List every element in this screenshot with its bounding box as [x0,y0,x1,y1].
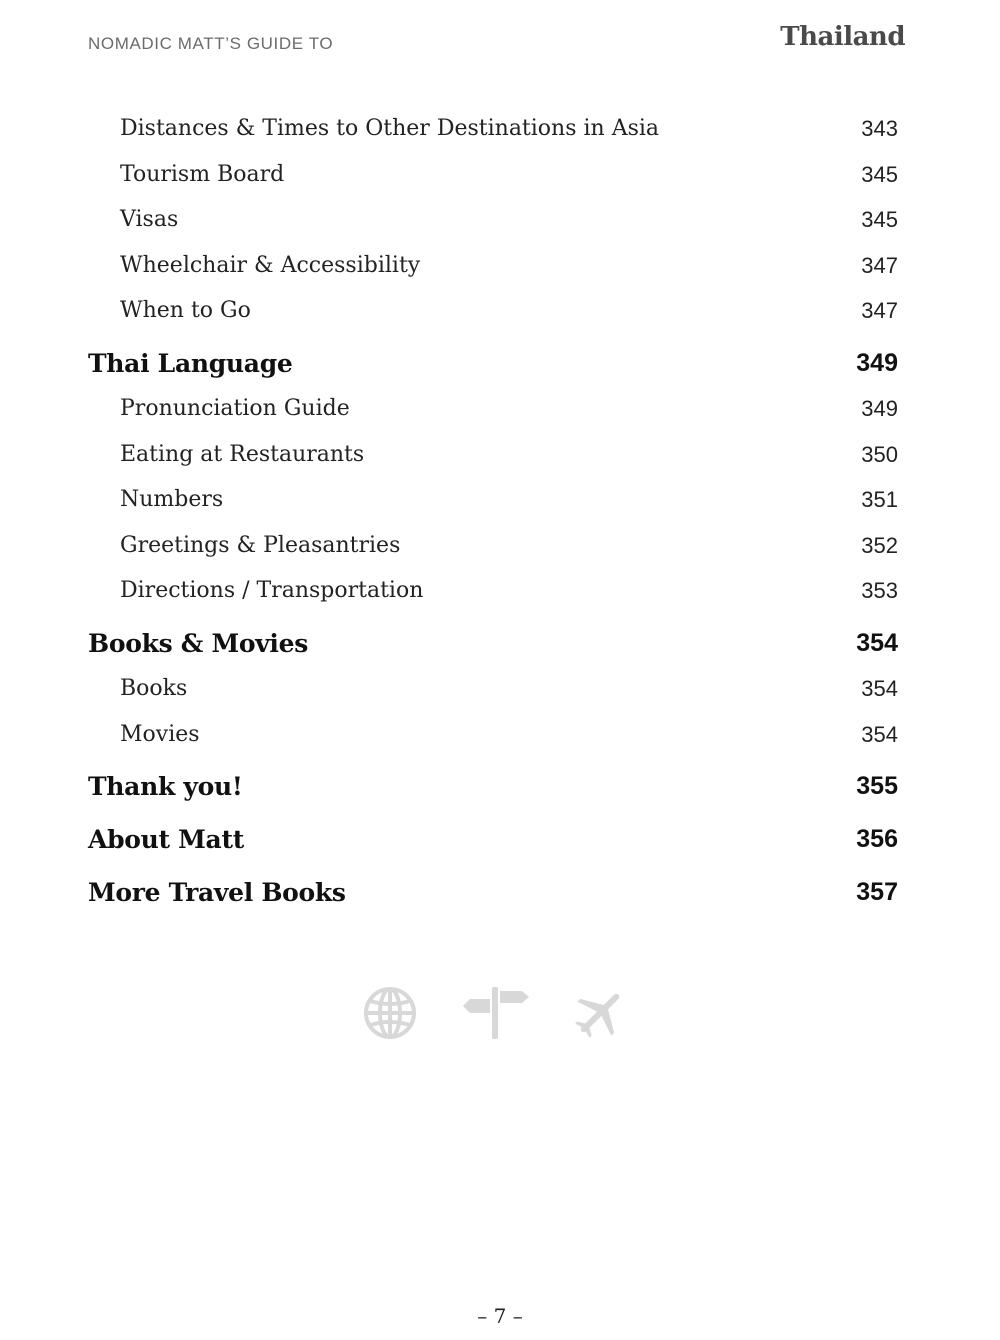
toc-entry-page: 347 [861,253,898,278]
toc-entry-page: 354 [861,676,898,701]
toc-entry-title: Distances & Times to Other Destinations in Asia [120,116,660,141]
toc-entry-page: 353 [861,578,898,603]
toc-entry[interactable] [0,349,1000,389]
toc-entry-title: Books [120,676,188,701]
toc-entry-page: 354 [861,722,898,747]
toc-entry[interactable] [0,578,1000,618]
decorative-icon-row [360,985,630,1045]
toc-entry[interactable] [0,207,1000,247]
toc-entry[interactable] [0,878,1000,918]
toc-entry[interactable] [0,629,1000,669]
toc-entry[interactable] [0,162,1000,202]
toc-entry-title: Visas [120,207,179,232]
toc-entry-title: Wheelchair & Accessibility [120,253,421,278]
toc-entry-page: 352 [861,533,898,558]
airplane-icon [572,985,628,1045]
toc-entry-title: Thai Language [88,349,293,378]
toc-entry-page: 347 [861,298,898,323]
running-header-destination: Thailand [780,22,905,52]
toc-entry-page: 351 [861,487,898,512]
toc-entry-page: 354 [856,629,898,657]
toc-entry[interactable] [0,533,1000,573]
page-number: – 7 – [477,1304,523,1328]
toc-entry-title: More Travel Books [88,878,346,907]
toc-entry-title: Pronunciation Guide [120,396,350,421]
toc-entry[interactable] [0,772,1000,812]
toc-entry[interactable] [0,722,1000,762]
toc-entry-page: 343 [861,116,898,141]
toc-entry-title: Directions / Transportation [120,578,424,603]
toc-entry[interactable] [0,487,1000,527]
toc-entry[interactable] [0,442,1000,482]
toc-entry[interactable] [0,253,1000,293]
toc-entry[interactable] [0,825,1000,865]
toc-entry-page: 355 [856,772,898,800]
toc-entry[interactable] [0,676,1000,716]
signpost-icon [460,985,532,1045]
toc-entry-title: Tourism Board [120,162,285,187]
toc-entry-title: Greetings & Pleasantries [120,533,401,558]
toc-entry-page: 345 [861,207,898,232]
running-header-title: NOMADIC MATT’S GUIDE TO [88,34,334,53]
toc-entry-page: 345 [861,162,898,187]
toc-entry-title: Thank you! [88,772,243,801]
toc-entry-page: 357 [856,878,898,906]
globe-icon [362,985,418,1045]
toc-entry-title: About Matt [88,825,244,854]
toc-entry-page: 350 [861,442,898,467]
toc-entry[interactable] [0,298,1000,338]
toc-entry[interactable] [0,396,1000,436]
toc-entry-page: 349 [861,396,898,421]
toc-entry-page: 356 [856,825,898,853]
toc-entry-page: 349 [856,349,898,377]
toc-entry[interactable] [0,116,1000,156]
toc-entry-title: Numbers [120,487,224,512]
toc-entry-title: Books & Movies [88,629,309,658]
toc-entry-title: Movies [120,722,200,747]
toc-entry-title: Eating at Restaurants [120,442,365,467]
toc-entry-title: When to Go [120,298,251,323]
